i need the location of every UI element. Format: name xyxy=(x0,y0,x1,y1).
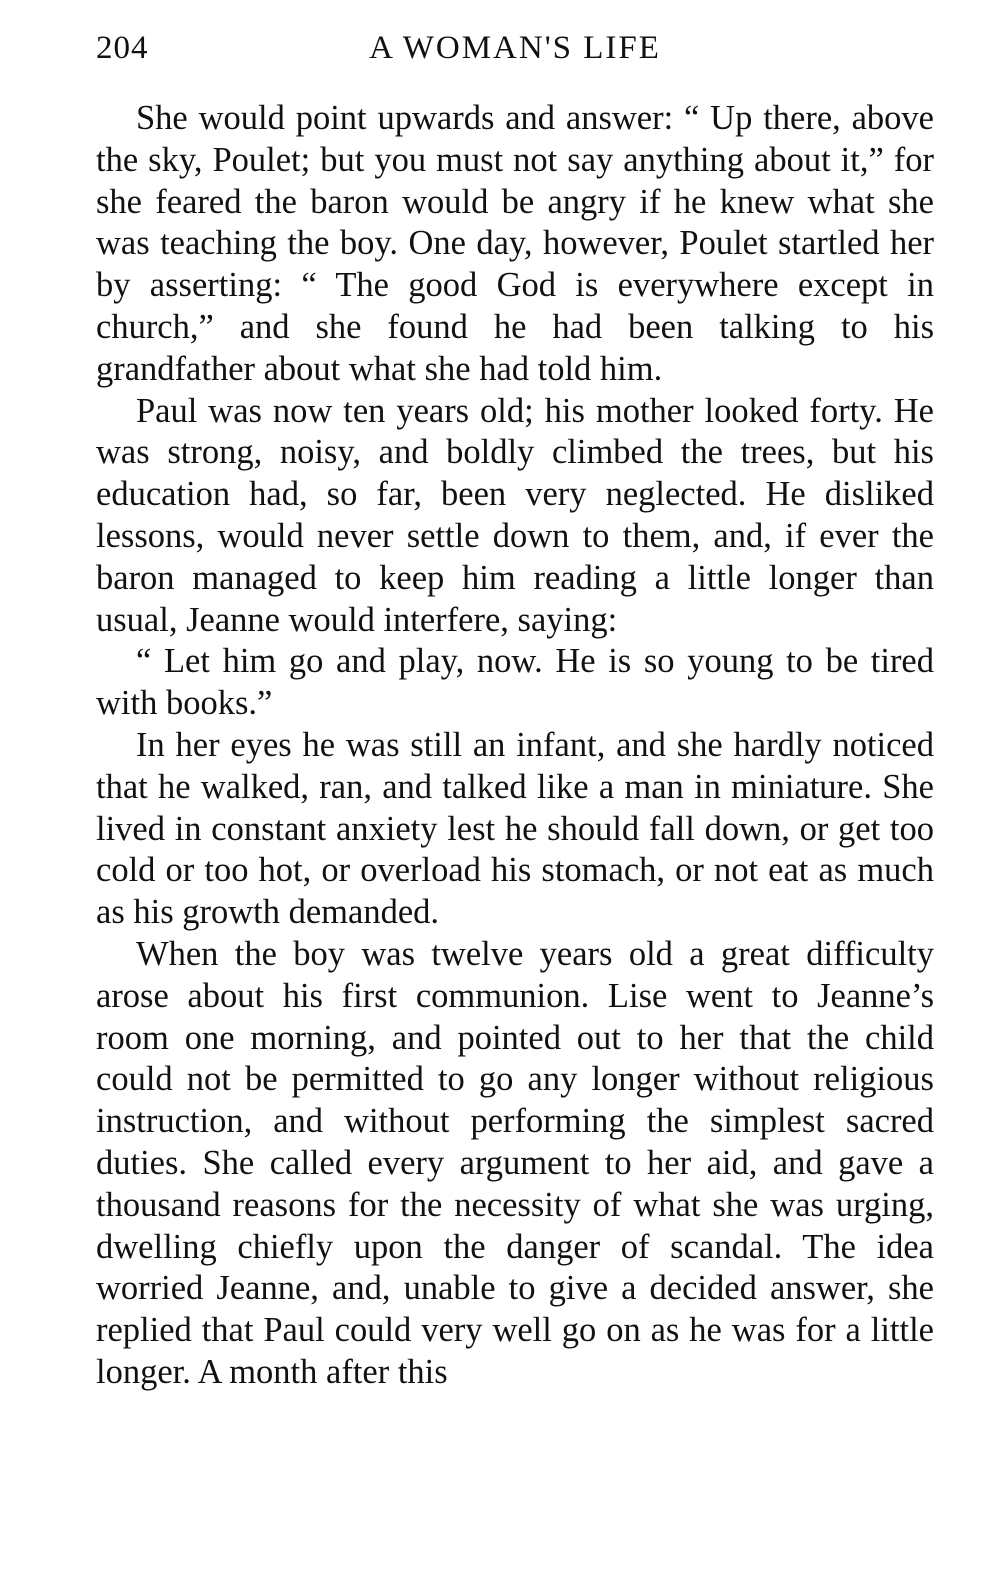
page-header xyxy=(96,20,934,76)
paragraph: When the boy was twelve years old a great difficulty arose about his first communion. Lise went to Jeanne’s room one morning, and pointed out to her that the child could not be permitted to go any longer without religious instruction, and without performing the simplest sacred duties. She called every argument to her aid, and gave a thousand reasons for the necessity of what she was urging, dwelling chiefly upon the danger of scandal. The idea worried Jeanne, and, unable to give a decided answer, she replied that Paul could very well go on as he was for a little longer. A month after this xyxy=(96,934,934,1391)
body-text xyxy=(96,98,934,1394)
paragraph: She would point upwards and answer: “ Up there, above the sky, Poulet; but you must not say anything about it,” for she feared the baron would be angry if he knew what she was teaching the boy. One day, however, Poulet startled her by asserting: “ The good God is everywhere except in church,” and she found he had been talking to his grandfather about what she had told him. xyxy=(96,99,934,388)
running-title: A WOMAN'S LIFE xyxy=(369,30,661,66)
book-page xyxy=(96,20,934,1394)
paragraph: In her eyes he was still an infant, and she hardly noticed that he walked, ran, and talked like a man in miniature. She lived in constant anxiety lest he should fall down, or get too cold or too hot, or overload his stomach, or not eat as much as his growth demanded. xyxy=(96,725,934,932)
paragraph: “ Let him go and play, now. He is so young to be tired with books.” xyxy=(96,642,934,723)
page-number: 204 xyxy=(96,30,149,66)
paragraph: Paul was now ten years old; his mother looked forty. He was strong, noisy, and boldly climbed the trees, but his education had, so far, been very neglected. He disliked lessons, would never settle down to them, and, if ever the baron managed to keep him reading a little longer than usual, Jeanne would interfere, saying: xyxy=(96,391,934,639)
